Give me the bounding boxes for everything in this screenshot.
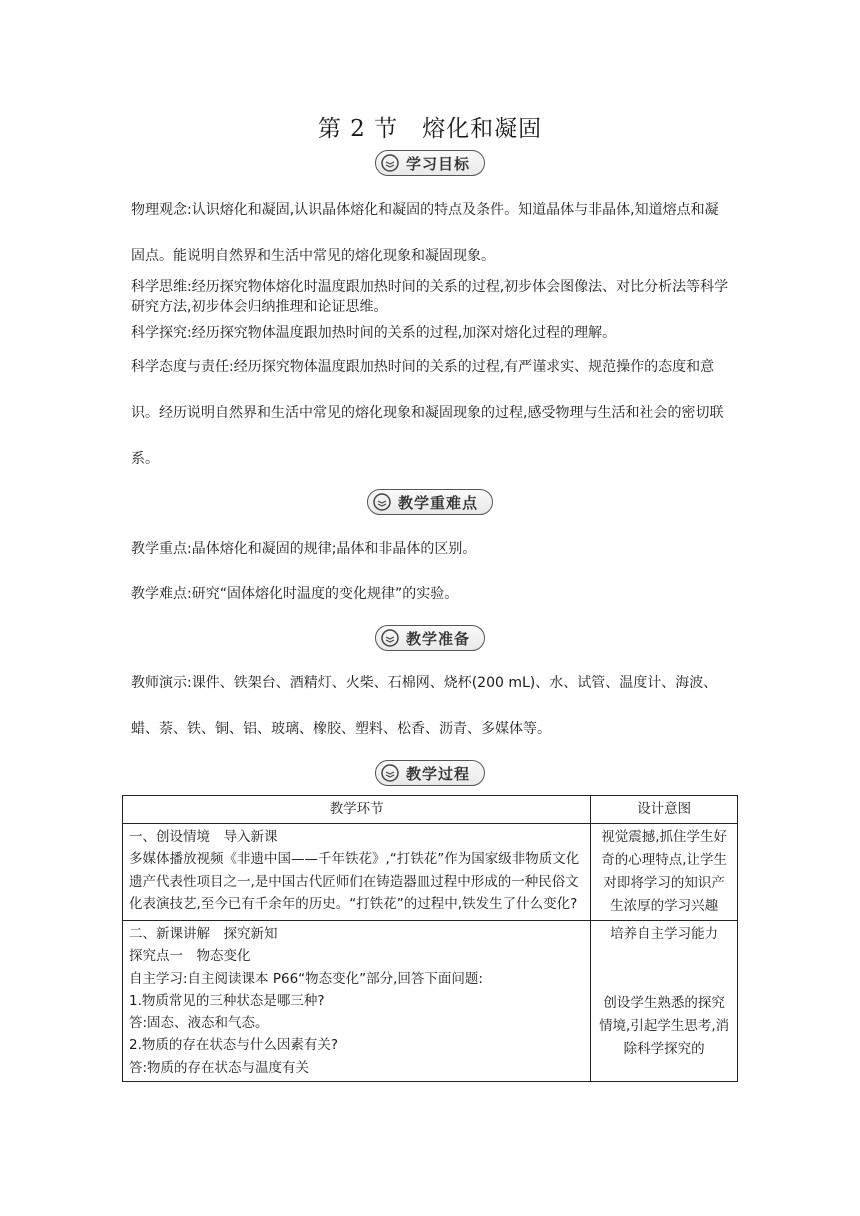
key-points-badge xyxy=(367,489,493,515)
book-icon xyxy=(373,493,391,511)
book-icon xyxy=(381,629,399,647)
table-row xyxy=(123,824,738,921)
teaching-difficult-point: 教学难点:研究“固体熔化时温度的变化规律”的实验。 xyxy=(131,586,459,602)
intent-cell xyxy=(591,921,738,1082)
inquiry-point-title: 探究点一 物态变化 xyxy=(129,948,251,965)
self-study-instruction: 自主学习:自主阅读课本 P66“物态变化”部分,回答下面问题: xyxy=(129,970,483,987)
stage-text: 多媒体播放视频《非遗中国——千年铁花》,“打铁花”作为国家级非物质文化遗产代表性项目之一,是中国古代匠师们在铸造器皿过程中形成的一种民俗文化表演技艺,至今已有千余年的历史。“打铁花”的过程中,铁发生了什么变化? xyxy=(129,851,580,912)
header-teaching-stage: 教学环节 xyxy=(123,796,591,824)
stage-heading: 一、创设情境 导入新课 xyxy=(129,829,278,845)
stage-heading: 二、新课讲解 探究新知 xyxy=(129,926,278,942)
badge-label: 教学准备 xyxy=(405,629,471,648)
section-title: 第 2 节 熔化和凝固 xyxy=(317,116,543,142)
intent-self-study: 培养自主学习能力 xyxy=(610,926,719,942)
spacer xyxy=(597,946,731,992)
question-1: 1.物质常见的三种状态是哪三种? xyxy=(129,992,325,1009)
teaching-key-point: 教学重点:晶体熔化和凝固的规律;晶体和非晶体的区别。 xyxy=(131,541,477,557)
answer-2: 答:物质的存在状态与温度有关 xyxy=(129,1059,310,1076)
header-design-intent: 设计意图 xyxy=(591,796,738,824)
goal-physics-concept: 物理观念:认识熔化和凝固,认识晶体熔化和凝固的特点及条件。知道晶体与非晶体,知道熔点和凝固点。能说明自然界和生活中常见的熔化现象和凝固现象。 xyxy=(131,202,719,264)
table-row xyxy=(123,921,738,1082)
badge-label: 教学过程 xyxy=(405,764,471,783)
intent-cell: 视觉震撼,抓住学生好奇的心理特点,让学生对即将学习的知识产生浓厚的学习兴趣 xyxy=(591,824,738,921)
stage-cell xyxy=(123,824,591,921)
goal-scientific-thinking: 科学思维:经历探究物体熔化时温度跟加热时间的关系的过程,初步体会图像法、对比分析法等科学研究方法,初步体会归纳推理和论证思维。 xyxy=(131,279,729,315)
learning-goals-badge xyxy=(375,150,485,176)
book-icon xyxy=(381,764,399,782)
answer-1: 答:固态、液态和气态。 xyxy=(129,1015,269,1032)
intent-inquiry-scenario: 创设学生熟悉的探究情境,引起学生思考,消除科学探究的 xyxy=(599,995,730,1057)
teacher-demo-materials: 教师演示:课件、铁架台、酒精灯、火柴、石棉网、烧杯(200 mL)、水、试管、温度计、海波、蜡、萘、铁、铜、铝、玻璃、橡胶、塑料、松香、沥青、多媒体等。 xyxy=(131,675,718,737)
badge-label: 学习目标 xyxy=(405,154,471,173)
goal-attitude-responsibility: 科学态度与责任:经历探究物体温度跟加热时间的关系的过程,有严谨求实、规范操作的态度和意识。经历说明自然界和生活中常见的熔化现象和凝固现象的过程,感受物理与生活和社会的密切联系。 xyxy=(131,359,724,467)
book-icon xyxy=(381,154,399,172)
teaching-process-table xyxy=(122,795,738,1082)
badge-label: 教学重难点 xyxy=(397,493,479,512)
table-header-row xyxy=(123,796,738,824)
teaching-process-badge xyxy=(375,760,485,786)
stage-cell xyxy=(123,921,591,1082)
goal-scientific-inquiry: 科学探究:经历探究物体温度跟加热时间的关系的过程,加深对熔化过程的理解。 xyxy=(131,325,617,341)
teaching-prep-badge xyxy=(375,625,485,651)
question-2: 2.物质的存在状态与什么因素有关? xyxy=(129,1037,339,1054)
